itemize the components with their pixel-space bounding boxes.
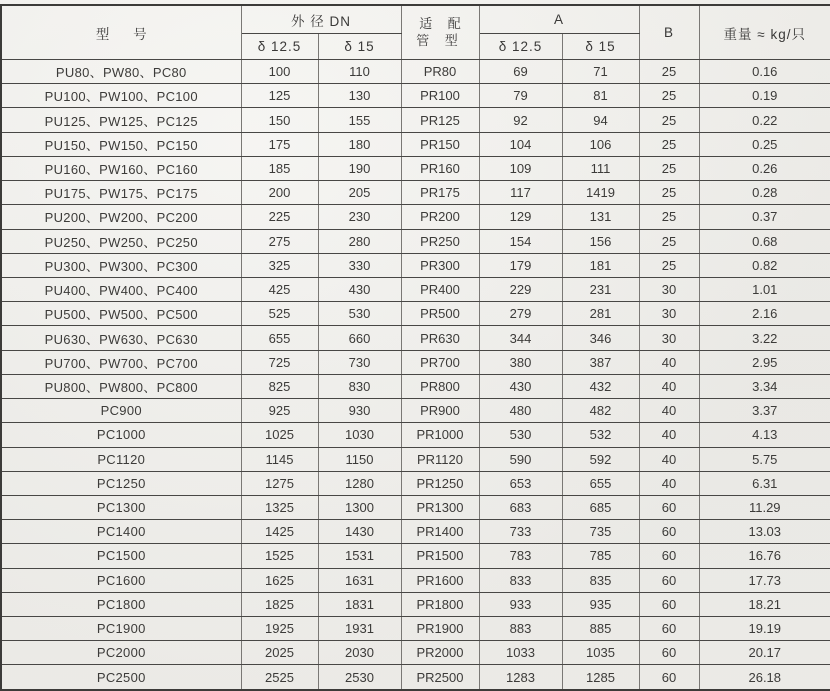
cell-dn-delta-12-5: 1275 [241,471,318,495]
cell-dn-delta-12-5: 2525 [241,665,318,690]
cell-pipe-type: PR1300 [401,495,479,519]
cell-pipe-type: PR700 [401,350,479,374]
cell-model: PC1800 [1,592,241,616]
cell-a-delta-15: 592 [562,447,639,471]
cell-dn-delta-15: 430 [318,277,401,301]
cell-model: PU630、PW630、PC630 [1,326,241,350]
cell-dn-delta-15: 1280 [318,471,401,495]
cell-dn-delta-12-5: 1825 [241,592,318,616]
cell-dn-delta-12-5: 200 [241,181,318,205]
cell-b: 30 [639,302,699,326]
cell-dn-delta-15: 2030 [318,641,401,665]
cell-model: PU150、PW150、PC150 [1,132,241,156]
cell-weight: 13.03 [699,520,830,544]
cell-weight: 18.21 [699,592,830,616]
table-row [1,374,830,398]
table-row [1,592,830,616]
cell-model: PU125、PW125、PC125 [1,108,241,132]
cell-b: 25 [639,132,699,156]
cell-weight: 0.26 [699,156,830,180]
cell-a-delta-12-5: 69 [479,60,562,84]
cell-weight: 0.37 [699,205,830,229]
cell-model: PU160、PW160、PC160 [1,156,241,180]
cell-b: 60 [639,495,699,519]
cell-pipe-type: PR1600 [401,568,479,592]
cell-model: PC1000 [1,423,241,447]
cell-a-delta-12-5: 279 [479,302,562,326]
cell-dn-delta-12-5: 825 [241,374,318,398]
header-pipe-type-line1: 适 配 [419,16,467,32]
cell-dn-delta-15: 330 [318,253,401,277]
cell-dn-delta-12-5: 1925 [241,617,318,641]
cell-weight: 11.29 [699,495,830,519]
cell-weight: 5.75 [699,447,830,471]
header-b: B [639,5,699,60]
cell-model: PU250、PW250、PC250 [1,229,241,253]
table-row [1,641,830,665]
table-row [1,399,830,423]
cell-pipe-type: PR150 [401,132,479,156]
table-row [1,568,830,592]
cell-dn-delta-12-5: 525 [241,302,318,326]
cell-dn-delta-15: 1030 [318,423,401,447]
cell-model: PU800、PW800、PC800 [1,374,241,398]
cell-a-delta-15: 1035 [562,641,639,665]
cell-pipe-type: PR1900 [401,617,479,641]
table-row [1,544,830,568]
cell-a-delta-15: 785 [562,544,639,568]
cell-a-delta-15: 735 [562,520,639,544]
cell-b: 25 [639,253,699,277]
cell-dn-delta-15: 190 [318,156,401,180]
cell-dn-delta-15: 130 [318,84,401,108]
cell-b: 60 [639,544,699,568]
cell-dn-delta-15: 280 [318,229,401,253]
cell-dn-delta-15: 530 [318,302,401,326]
cell-dn-delta-12-5: 275 [241,229,318,253]
cell-b: 60 [639,592,699,616]
cell-a-delta-12-5: 653 [479,471,562,495]
cell-weight: 3.22 [699,326,830,350]
table-row [1,229,830,253]
table-row [1,423,830,447]
cell-pipe-type: PR1000 [401,423,479,447]
cell-dn-delta-15: 930 [318,399,401,423]
cell-a-delta-15: 156 [562,229,639,253]
header-a-delta-15: δ 15 [562,34,639,60]
cell-a-delta-15: 482 [562,399,639,423]
cell-pipe-type: PR300 [401,253,479,277]
cell-dn-delta-15: 1150 [318,447,401,471]
table-row [1,132,830,156]
header-a-delta-12-5: δ 12.5 [479,34,562,60]
cell-b: 40 [639,447,699,471]
cell-dn-delta-15: 1300 [318,495,401,519]
cell-a-delta-12-5: 933 [479,592,562,616]
cell-dn-delta-15: 1631 [318,568,401,592]
cell-model: PU500、PW500、PC500 [1,302,241,326]
cell-weight: 20.17 [699,641,830,665]
cell-dn-delta-15: 1430 [318,520,401,544]
table-row [1,520,830,544]
cell-a-delta-15: 231 [562,277,639,301]
cell-dn-delta-15: 155 [318,108,401,132]
cell-b: 30 [639,277,699,301]
cell-a-delta-15: 387 [562,350,639,374]
cell-dn-delta-15: 830 [318,374,401,398]
cell-b: 40 [639,471,699,495]
cell-model: PC1300 [1,495,241,519]
cell-weight: 16.76 [699,544,830,568]
cell-pipe-type: PR175 [401,181,479,205]
cell-a-delta-12-5: 92 [479,108,562,132]
cell-b: 25 [639,229,699,253]
cell-a-delta-12-5: 530 [479,423,562,447]
cell-dn-delta-12-5: 1025 [241,423,318,447]
cell-pipe-type: PR125 [401,108,479,132]
cell-weight: 17.73 [699,568,830,592]
cell-pipe-type: PR630 [401,326,479,350]
cell-dn-delta-12-5: 1425 [241,520,318,544]
cell-model: PC2000 [1,641,241,665]
cell-b: 40 [639,423,699,447]
cell-dn-delta-12-5: 100 [241,60,318,84]
cell-a-delta-12-5: 683 [479,495,562,519]
cell-pipe-type: PR2000 [401,641,479,665]
cell-weight: 0.22 [699,108,830,132]
cell-pipe-type: PR200 [401,205,479,229]
header-model: 型 号 [1,5,241,60]
cell-a-delta-12-5: 733 [479,520,562,544]
cell-weight: 0.82 [699,253,830,277]
table-row [1,326,830,350]
cell-a-delta-15: 106 [562,132,639,156]
cell-a-delta-12-5: 883 [479,617,562,641]
cell-a-delta-15: 281 [562,302,639,326]
cell-dn-delta-12-5: 1325 [241,495,318,519]
cell-a-delta-15: 94 [562,108,639,132]
cell-model: PU300、PW300、PC300 [1,253,241,277]
cell-b: 30 [639,326,699,350]
cell-b: 60 [639,568,699,592]
cell-model: PU200、PW200、PC200 [1,205,241,229]
table-row [1,181,830,205]
cell-dn-delta-12-5: 925 [241,399,318,423]
table-row [1,471,830,495]
cell-a-delta-12-5: 480 [479,399,562,423]
cell-weight: 6.31 [699,471,830,495]
cell-pipe-type: PR1250 [401,471,479,495]
cell-model: PU80、PW80、PC80 [1,60,241,84]
cell-pipe-type: PR100 [401,84,479,108]
cell-weight: 3.34 [699,374,830,398]
header-pipe-type [401,5,479,60]
cell-b: 60 [639,665,699,690]
cell-b: 60 [639,641,699,665]
cell-a-delta-15: 835 [562,568,639,592]
cell-a-delta-12-5: 104 [479,132,562,156]
cell-dn-delta-12-5: 725 [241,350,318,374]
cell-b: 40 [639,399,699,423]
cell-pipe-type: PR1400 [401,520,479,544]
cell-weight: 4.13 [699,423,830,447]
cell-dn-delta-12-5: 1625 [241,568,318,592]
cell-dn-delta-15: 660 [318,326,401,350]
cell-dn-delta-12-5: 175 [241,132,318,156]
table-row [1,617,830,641]
cell-b: 60 [639,520,699,544]
table-row [1,447,830,471]
table-row [1,350,830,374]
cell-dn-delta-12-5: 325 [241,253,318,277]
table-row [1,302,830,326]
cell-pipe-type: PR80 [401,60,479,84]
cell-a-delta-12-5: 380 [479,350,562,374]
table-row [1,495,830,519]
cell-model: PU175、PW175、PC175 [1,181,241,205]
table-row [1,108,830,132]
cell-model: PC1900 [1,617,241,641]
cell-a-delta-15: 131 [562,205,639,229]
cell-weight: 2.16 [699,302,830,326]
cell-a-delta-12-5: 590 [479,447,562,471]
cell-model: PU100、PW100、PC100 [1,84,241,108]
cell-weight: 2.95 [699,350,830,374]
cell-b: 25 [639,60,699,84]
cell-a-delta-15: 432 [562,374,639,398]
cell-b: 25 [639,205,699,229]
cell-a-delta-15: 81 [562,84,639,108]
cell-a-delta-12-5: 430 [479,374,562,398]
table-row [1,205,830,229]
cell-a-delta-15: 935 [562,592,639,616]
cell-a-delta-12-5: 229 [479,277,562,301]
cell-a-delta-12-5: 117 [479,181,562,205]
cell-dn-delta-15: 205 [318,181,401,205]
cell-model: PU700、PW700、PC700 [1,350,241,374]
cell-pipe-type: PR500 [401,302,479,326]
cell-dn-delta-15: 2530 [318,665,401,690]
cell-dn-delta-15: 1531 [318,544,401,568]
cell-model: PC1600 [1,568,241,592]
cell-dn-delta-12-5: 185 [241,156,318,180]
cell-dn-delta-15: 110 [318,60,401,84]
cell-pipe-type: PR250 [401,229,479,253]
cell-pipe-type: PR400 [401,277,479,301]
table-row [1,60,830,84]
cell-dn-delta-12-5: 1525 [241,544,318,568]
cell-weight: 19.19 [699,617,830,641]
cell-a-delta-12-5: 154 [479,229,562,253]
table-row [1,253,830,277]
cell-dn-delta-12-5: 125 [241,84,318,108]
cell-pipe-type: PR1120 [401,447,479,471]
cell-weight: 0.19 [699,84,830,108]
cell-pipe-type: PR1500 [401,544,479,568]
cell-a-delta-15: 1419 [562,181,639,205]
cell-pipe-type: PR900 [401,399,479,423]
cell-a-delta-12-5: 109 [479,156,562,180]
cell-dn-delta-12-5: 150 [241,108,318,132]
cell-model: PC1250 [1,471,241,495]
table-row [1,277,830,301]
table-row [1,665,830,690]
cell-a-delta-15: 655 [562,471,639,495]
cell-a-delta-15: 1285 [562,665,639,690]
cell-model: PC1400 [1,520,241,544]
header-pipe-type-line2: 管 型 [416,32,464,48]
cell-a-delta-12-5: 129 [479,205,562,229]
spec-table [0,4,830,691]
cell-pipe-type: PR800 [401,374,479,398]
cell-a-delta-15: 346 [562,326,639,350]
cell-pipe-type: PR1800 [401,592,479,616]
cell-b: 25 [639,108,699,132]
cell-a-delta-12-5: 833 [479,568,562,592]
cell-b: 25 [639,181,699,205]
cell-weight: 0.28 [699,181,830,205]
cell-model: PC1500 [1,544,241,568]
cell-weight: 1.01 [699,277,830,301]
cell-a-delta-12-5: 79 [479,84,562,108]
cell-dn-delta-15: 1831 [318,592,401,616]
cell-a-delta-12-5: 1033 [479,641,562,665]
table-header [1,5,830,60]
header-weight: 重量 ≈ kg/只 [699,5,830,60]
cell-dn-delta-15: 1931 [318,617,401,641]
cell-dn-delta-12-5: 225 [241,205,318,229]
cell-dn-delta-12-5: 425 [241,277,318,301]
header-a: A [479,5,639,34]
cell-model: PC2500 [1,665,241,690]
cell-weight: 0.68 [699,229,830,253]
cell-pipe-type: PR2500 [401,665,479,690]
cell-dn-delta-15: 230 [318,205,401,229]
cell-b: 25 [639,84,699,108]
cell-dn-delta-12-5: 1145 [241,447,318,471]
cell-a-delta-15: 685 [562,495,639,519]
cell-b: 25 [639,156,699,180]
table-row [1,156,830,180]
header-outer-diameter-dn: 外 径 DN [241,5,401,34]
cell-a-delta-12-5: 1283 [479,665,562,690]
cell-a-delta-12-5: 179 [479,253,562,277]
cell-b: 60 [639,617,699,641]
cell-pipe-type: PR160 [401,156,479,180]
cell-dn-delta-12-5: 2025 [241,641,318,665]
cell-weight: 3.37 [699,399,830,423]
header-dn-delta-15: δ 15 [318,34,401,60]
cell-model: PU400、PW400、PC400 [1,277,241,301]
cell-model: PC1120 [1,447,241,471]
cell-weight: 26.18 [699,665,830,690]
cell-dn-delta-15: 180 [318,132,401,156]
cell-dn-delta-12-5: 655 [241,326,318,350]
cell-weight: 0.16 [699,60,830,84]
table-body [1,60,830,691]
cell-a-delta-15: 71 [562,60,639,84]
cell-b: 40 [639,350,699,374]
cell-b: 40 [639,374,699,398]
table-row [1,84,830,108]
cell-weight: 0.25 [699,132,830,156]
cell-a-delta-15: 111 [562,156,639,180]
cell-a-delta-15: 885 [562,617,639,641]
cell-model: PC900 [1,399,241,423]
cell-a-delta-12-5: 344 [479,326,562,350]
cell-a-delta-15: 532 [562,423,639,447]
cell-a-delta-15: 181 [562,253,639,277]
header-dn-delta-12-5: δ 12.5 [241,34,318,60]
cell-a-delta-12-5: 783 [479,544,562,568]
cell-dn-delta-15: 730 [318,350,401,374]
